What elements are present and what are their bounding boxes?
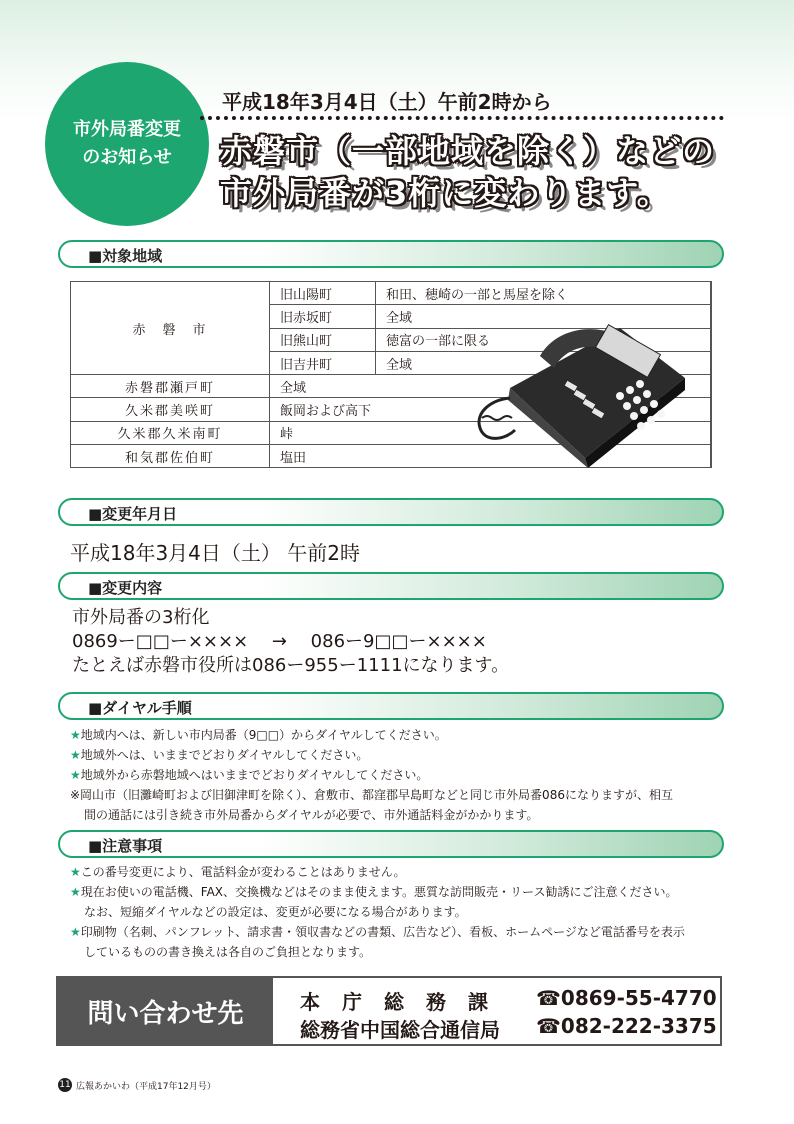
section-title-content: ■変更内容 [88,579,163,597]
section-bar-area [58,240,724,268]
headline-line2: 市外局番が3桁に変わります。 [220,174,670,212]
district-note: 和田、穂崎の一部と馬屋を除く [376,282,711,305]
list-item-continued: しているものの書き換えは各自のご負担となります。 [84,945,372,959]
contact-name: 総務省中国総合通信局 [300,1018,500,1042]
section-title-dial: ■ダイヤル手順 [88,699,192,717]
contact-label: 問い合わせ先 [58,978,273,1044]
contact-box [56,976,722,1046]
table-row [71,282,712,305]
headline-line1: 赤磐市（一部地域を除く）などの [220,132,716,170]
municipality-area: 全域 [270,375,711,398]
section-title-date: ■変更年月日 [88,505,178,523]
section-title-area: ■対象地域 [88,247,163,265]
phone-cell [711,282,712,468]
dial-notes [70,725,673,825]
notice-badge [45,62,209,226]
list-item-continued: なお、短縮ダイヤルなどの設定は、変更が必要になる場合があります。 [84,905,467,919]
dial-remark-line2: 間の通話には引き続き市外局番からダイヤルが必要で、市外通話料金がかかります。 [84,808,539,822]
telephone-illustration [470,318,690,468]
municipality-area: 塩田 [270,445,711,468]
list-item: ★印刷物（名刺、パンフレット、請求書・領収書などの書類、広告など）、看板、ホームページなど電話番号を表示 [70,925,685,939]
municipality-area: 峠 [270,421,711,444]
footer-text: 広報あかいわ（平成17年12月号） [76,1082,216,1092]
city-name: 赤 磐 市 [71,282,270,375]
municipality-name: 和気郡佐伯町 [71,445,270,468]
municipality-name: 久米郡久米南町 [71,421,270,444]
municipality-name: 久米郡美咲町 [71,398,270,421]
dial-remark-line1: ※岡山市（旧灘崎町および旧御津町を除く）、倉敷市、都窪郡早島町などと同じ市外局番086になりますが、相互 [70,788,673,802]
district-cell: 旧熊山町 [270,328,376,351]
content-line2: 0869ー□□ー×××× → 086ー9□□ー×××× [72,631,487,652]
district-cell: 旧赤坂町 [270,305,376,328]
headline [220,130,715,214]
municipality-area: 飯岡および高下 [270,398,711,421]
district-note: 全域 [376,305,711,328]
contact-tel: ☎082-222-3375 [536,1014,717,1038]
list-item: ★この番号変更により、電話料金が変わることはありません。 [70,865,406,879]
content-line1: 市外局番の3桁化 [72,607,210,628]
list-item: ★地域外へは、いままでどおりダイヤルしてください。 [70,748,369,762]
contact-name: 本 庁 総 務 課 [300,990,489,1014]
district-note: 徳富の一部に限る [376,328,711,351]
section-bar-content [58,572,724,600]
dotted-divider [200,116,724,120]
badge-line1: 市外局番変更 [73,119,181,140]
list-item: ★地域外から赤磐地域へはいままでどおりダイヤルしてください。 [70,768,429,782]
change-date: 平成18年3月4日（土） 午前2時 [70,541,360,565]
section-bar-caution [58,830,724,858]
change-content [72,606,509,678]
district-note: 全域 [376,351,711,374]
caution-notes [70,862,685,962]
list-item: ★現在お使いの電話機、FAX、交換機などはそのまま使えます。悪質な訪問販売・リース勧誘にご注意ください。 [70,885,678,899]
badge-line2: のお知らせ [82,147,172,168]
page-number: 11 [59,1080,71,1090]
district-cell: 旧吉井町 [270,351,376,374]
municipality-name: 赤磐郡瀬戸町 [71,375,270,398]
list-item: ★地域内へは、新しい市内局番（9□□）からダイヤルしてください。 [70,728,447,742]
date-heading: 平成18年3月4日（土）午前2時から [222,90,552,114]
contact-tel: ☎0869-55-4770 [536,986,717,1010]
content-line3: たとえば赤磐市役所は086ー955ー1111になります。 [72,655,510,676]
section-bar-date [58,498,724,526]
district-cell: 旧山陽町 [270,282,376,305]
section-title-caution: ■注意事項 [88,837,163,855]
section-bar-dial [58,692,724,720]
